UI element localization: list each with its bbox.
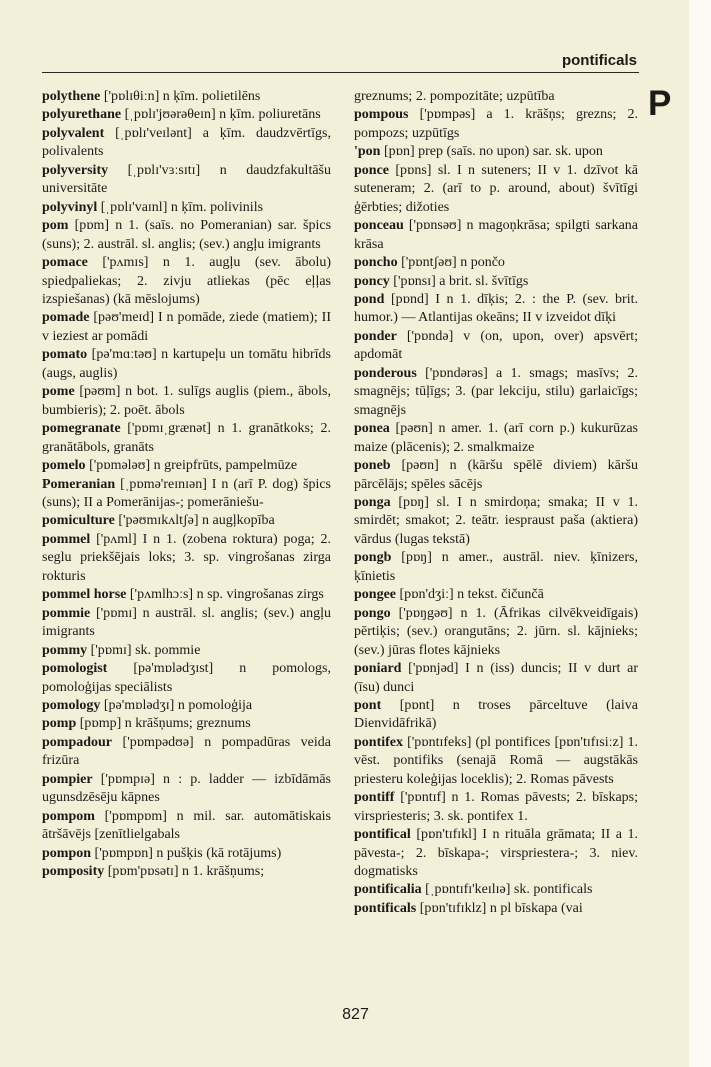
entry-headword: pomato (42, 347, 88, 363)
dictionary-entry (42, 512, 331, 530)
entry-definition: [pɒnt] n troses pārceltuve (laiva Dienvidāfrikā) (354, 697, 638, 732)
entry-definition: ['pɒŋgəʊ] n 1. (Āfrikas cilvēkveidīgais) pērtiķis; (sev.) orangutāns; 2. jūrn. sl. kājnieks; (sev.) jūras flotes kājnieks (354, 605, 639, 658)
entry-headword: pomelo (42, 458, 86, 474)
entry-definition: [ˌpɒlɪ'jʊərəθeɪn] n ķīm. poliuretāns (124, 107, 321, 123)
dictionary-entry (354, 605, 638, 660)
dictionary-entry (42, 162, 331, 199)
dictionary-entry (42, 476, 331, 513)
entry-definition: [pɒnd] I n 1. dīķis; 2. : the P. (sev. brit. humor.) — Atlantijas okeāns; II v izveidot dīķi (354, 291, 639, 326)
entry-definition: ['pɒmɪ] n austrāl. sl. anglis; (sev.) angļu imigrants (42, 605, 332, 640)
dictionary-entry (42, 697, 331, 715)
dictionary-entry (42, 199, 331, 217)
dictionary-entry (42, 531, 331, 586)
entry-definition: ['pʌml] I n 1. (zobena roktura) poga; 2. seglu priekšējais loks; 3. sp. vingrošanas zirga rokturis (42, 531, 331, 584)
entry-headword: pomp (42, 716, 77, 732)
entry-headword: pomade (42, 310, 90, 326)
entry-definition: ['pɒnjəd] I n (iss) duncis; II v durt ar (īsu) dunci (354, 661, 638, 695)
entry-definition: [ˌpɒlɪ'vɜːsɪtɪ] n daudzfakultāšu universitāte (42, 162, 331, 197)
entry-definition: [pɒns] sl. I n suteners; II v 1. dzīvot kā suteneram; 2. (arī to p. around, about) švītīgi ģērbties; dižoties (354, 162, 639, 215)
entry-definition: [pə'mɒlədʒɪst] n pomologs, pomoloģijas speciālists (42, 661, 332, 695)
dictionary-entry (42, 605, 331, 642)
dictionary-entry (354, 291, 638, 328)
entry-headword: ponga (354, 494, 391, 510)
entry-definition: greznums; 2. pompozitāte; uzpūtība (354, 89, 555, 104)
dictionary-entry (354, 494, 638, 549)
entry-definition: [pəʊ'meɪd] I n pomāde, ziede (matiem); II v ieziest ar pomādi (42, 310, 332, 344)
dictionary-entry (42, 845, 331, 863)
entry-headword: pomology (42, 697, 101, 713)
entry-definition: ['pəʊmɪkʌltʃə] n augļkopība (118, 513, 275, 529)
entry-headword: ponce (354, 162, 389, 178)
dictionary-entry (354, 826, 638, 881)
entry-headword: pomace (42, 255, 88, 271)
entry-definition: [pɒn] prep (saīs. no upon) sar. sk. upon (383, 144, 603, 160)
entry-headword: pome (42, 384, 75, 400)
dictionary-entry (354, 106, 638, 143)
dictionary-entry (354, 273, 638, 291)
dictionary-entry (354, 660, 638, 697)
entry-definition: ['pɒmɪ] sk. pommie (90, 642, 201, 658)
entry-headword: poniard (354, 661, 402, 677)
left-column (42, 88, 331, 881)
entry-headword: polyvalent (42, 125, 105, 141)
dictionary-entry (354, 365, 638, 420)
entry-definition: [pəʊn] n (kāršu spēlē diviem) kāršu pārcēlājs; spēles sācējs (354, 458, 639, 492)
dictionary-entry (354, 143, 638, 161)
dictionary-entry (354, 254, 638, 272)
entry-headword: pontificals (354, 900, 417, 916)
dictionary-entry (354, 549, 638, 586)
dictionary-entry (42, 346, 331, 383)
entry-headword: poncy (354, 273, 390, 289)
entry-definition: [ˌpɒlɪ'veɪlənt] a ķīm. daudzvērtīgs, polivalents (42, 125, 332, 160)
entry-definition: ['pɒmpɒn] n pušķis (kā rotājums) (94, 845, 282, 861)
dictionary-entry (42, 88, 331, 106)
entry-definition: ['pɒmpɪə] n : p. ladder — izbīdāmās ugunsdzēsēju kāpnes (42, 771, 332, 806)
dictionary-entry (354, 734, 638, 789)
entry-headword: ponceau (354, 218, 404, 234)
entry-definition: [pə'mɒlədʒɪ] n pomoloģija (103, 697, 253, 713)
dictionary-entry (42, 586, 331, 604)
entry-headword: ponderous (354, 365, 417, 381)
entry-definition: [pɒmp] n krāšņums; greznums (79, 716, 251, 732)
dictionary-entry (354, 88, 638, 106)
dictionary-entry (354, 697, 638, 734)
dictionary-entry (354, 420, 638, 457)
entry-definition: [pɒn'tɪfɪklz] n pl bīskapa (vai (419, 900, 583, 916)
entry-headword: pongo (354, 605, 391, 621)
dictionary-entry (42, 457, 331, 475)
right-column (354, 88, 638, 918)
entry-definition: ['pɒmɪˌgrænət] n 1. granātkoks; 2. granātābols, granāts (42, 421, 332, 455)
entry-headword: pompier (42, 771, 93, 787)
entry-headword: poneb (354, 458, 391, 474)
entry-headword: polythene (42, 89, 101, 104)
dictionary-entry (354, 789, 638, 826)
entry-definition: [pɒŋ] n amer., austrāl. niev. ķīnizers, ķīnietis (354, 550, 638, 584)
entry-headword: pomegranate (42, 421, 121, 437)
entry-headword: pomologist (42, 661, 108, 677)
dictionary-entry (354, 328, 638, 365)
entry-headword: ponea (354, 421, 390, 437)
entry-headword: pontificalia (354, 882, 422, 898)
entry-headword: pomiculture (42, 513, 115, 529)
entry-definition: ['pɒmpəs] a 1. krāšņs; grezns; 2. pompozs; uzpūtīgs (354, 107, 639, 141)
dictionary-entry (354, 162, 638, 217)
entry-headword: 'pon (354, 144, 381, 160)
entry-definition: [pəʊm] n bot. 1. sulīgs auglis (piem., ābols, bumbieris); 2. poēt. ābols (42, 384, 331, 418)
entry-definition: [ˌpɒntɪfɪ'keɪlɪə] sk. pontificals (425, 882, 593, 898)
entry-headword: poncho (354, 255, 398, 271)
entry-definition: [pɒn'tɪfɪkl] I n rituāla grāmata; II a 1. pāvesta-; 2. bīskapa-; virspriestera-; 3. niev. dogmatisks (354, 827, 639, 880)
dictionary-entry (354, 900, 638, 918)
entry-definition: [ˌpɒlɪ'vaɪnl] n ķīm. polivinils (100, 199, 264, 215)
page-edge (689, 0, 711, 1067)
dictionary-entry (42, 254, 331, 309)
entry-headword: Pomeranian (42, 476, 116, 492)
entry-definition: [pɒm] n 1. (saīs. no Pomeranian) sar. špics (suns); 2. austrāl. sl. anglis; (sev.) angļu imigrants (42, 218, 332, 252)
dictionary-entry (354, 586, 638, 604)
dictionary-entry (354, 881, 638, 899)
entry-headword: pongb (354, 550, 392, 566)
dictionary-entry (42, 420, 331, 457)
entry-headword: pomposity (42, 864, 105, 880)
dictionary-entry (354, 217, 638, 254)
entry-definition: ['pɒmpədʊə] n pompadūras veida frizūra (42, 734, 331, 769)
entry-headword: polyvinyl (42, 199, 98, 215)
entry-definition: [ˌpɒmə'reɪnɪən] I n (arī P. dog) špics (suns); II a Pomerānijas-; pomerāniešu- (42, 476, 332, 510)
entry-headword: polyurethane (42, 107, 122, 123)
entry-definition: [pə'mɑːtəʊ] n kartupeļu un tomātu hibrīds (augs, auglis) (42, 347, 331, 381)
entry-headword: pond (354, 291, 385, 307)
dictionary-entry (42, 106, 331, 124)
entry-definition: ['pɒlɪθiːn] n ķīm. polietilēns (103, 89, 261, 104)
entry-definition: ['pɒntʃəʊ] n pončo (401, 255, 505, 271)
running-head: pontificals (561, 52, 637, 69)
dictionary-entry (42, 660, 331, 697)
dictionary-entry (42, 125, 331, 162)
dictionary-entry (42, 808, 331, 845)
dictionary-entry (42, 771, 331, 808)
entry-headword: pontifical (354, 827, 411, 843)
entry-definition: ['pɒmələʊ] n greipfrūts, pampelmūze (89, 458, 298, 474)
entry-definition: ['pɒnsəʊ] n magoņkrāsa; spilgti sarkana krāsa (354, 218, 638, 252)
entry-definition: [pəʊn] n amer. 1. (arī corn p.) kukurūzas maize (plācenis); 2. smalkmaize (354, 421, 639, 455)
entry-headword: pommel horse (42, 587, 127, 603)
entry-headword: ponder (354, 328, 397, 344)
dictionary-entry (42, 642, 331, 660)
entry-headword: pom (42, 218, 69, 234)
dictionary-entry (354, 457, 638, 494)
dictionary-entry (42, 383, 331, 420)
dictionary-entry (42, 309, 331, 346)
entry-headword: polyversity (42, 162, 109, 178)
entry-definition: ['pɒntɪfeks] (pl pontifices [pɒn'tɪfɪsiːz] 1. vēst. pontifiks (senajā Romā — augstākās priesteru koleģijas loceklis); 2. Romas pāvests (354, 734, 638, 787)
dictionary-entry (42, 734, 331, 771)
entry-definition: ['pɒnsɪ] a brit. sl. švītīgs (393, 273, 529, 289)
entry-headword: pontiff (354, 790, 395, 806)
entry-headword: pongee (354, 587, 396, 603)
dictionary-entry (42, 715, 331, 733)
page-number: 827 (342, 1006, 369, 1023)
entry-definition: [pɒm'pɒsətɪ] n 1. krāšņums; (107, 864, 265, 880)
header-rule (42, 72, 639, 73)
entry-headword: pommie (42, 605, 91, 621)
entry-headword: pontifex (354, 734, 403, 750)
entry-definition: [pɒn'dʒiː] n tekst. čičunčā (399, 587, 544, 603)
entry-headword: pompon (42, 845, 92, 861)
entry-definition: [pɒŋ] sl. I n smirdoņa; smaka; II v 1. smirdēt; smakot; 2. teātr. iespraust paša (aktiera) vārdus (lugas tekstā) (354, 494, 638, 547)
entry-headword: pompous (354, 107, 409, 123)
entry-headword: pont (354, 697, 382, 713)
entry-headword: pompadour (42, 734, 113, 750)
entry-definition: ['pɒntɪf] n 1. Romas pāvests; 2. bīskaps; virspriesteris; 3. sk. pontifex 1. (354, 790, 639, 824)
entry-headword: pompom (42, 808, 95, 824)
entry-definition: ['pʌmlhɔːs] n sp. vingrošanas zirgs (129, 587, 324, 603)
dictionary-entry (42, 863, 331, 881)
entry-headword: pommel (42, 531, 91, 547)
dictionary-entry (42, 217, 331, 254)
section-letter: P (648, 84, 672, 123)
entry-definition: ['pʌmɪs] n 1. augļu (sev. ābolu) spiedpaliekas; 2. zivju atliekas (pēc eļļas izspiešanas) (kā mēslojums) (42, 255, 332, 307)
entry-definition: ['pɒmpɒm] n mil. sar. automātiskais ātršāvējs [zenītlielgabals (42, 808, 332, 843)
entry-headword: pommy (42, 642, 88, 658)
entry-definition: ['pɒndə] v (on, upon, over) apsvērt; apdomāt (354, 328, 639, 363)
entry-definition: ['pɒndərəs] a 1. smags; masīvs; 2. smagnējs; tūļīgs; 3. (par lekciju, stilu) garlaicīgs; smagnējs (354, 365, 639, 418)
